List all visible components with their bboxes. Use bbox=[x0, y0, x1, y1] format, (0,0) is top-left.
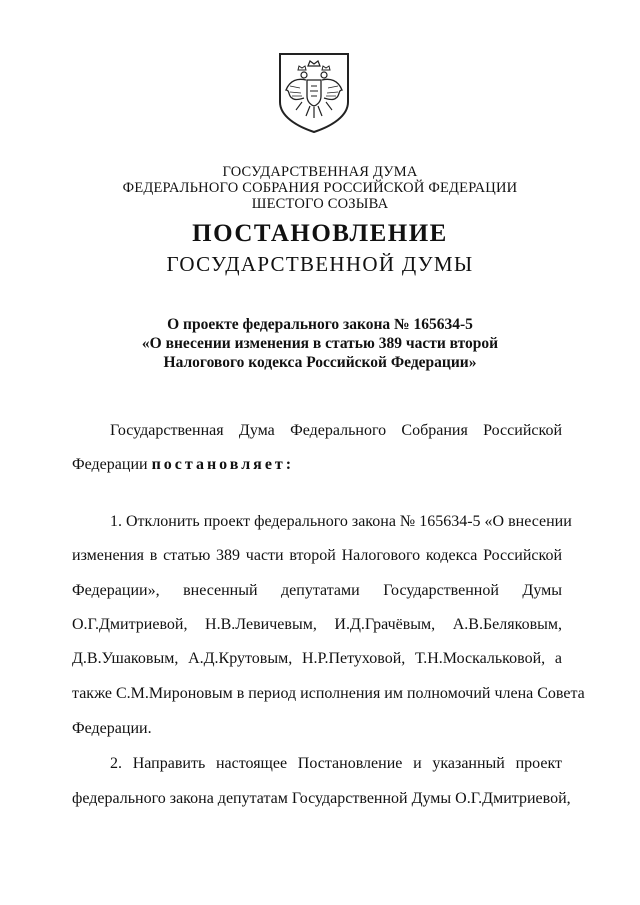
paragraph-2-line-2: федерального закона депутатам Государственной Думы О.Г.Дмитриевой, bbox=[72, 790, 571, 807]
coat-of-arms-icon bbox=[276, 50, 352, 134]
paragraph-1-line-6: также С.М.Мироновым в период исполнения им полномочий члена Совета bbox=[72, 685, 585, 702]
assembly-name: ФЕДЕРАЛЬНОГО СОБРАНИЯ РОССИЙСКОЙ ФЕДЕРАЦИИ bbox=[122, 180, 518, 196]
paragraph-1-line-3: Федерации», внесенный депутатами Государственной Думы bbox=[72, 582, 562, 599]
paragraph-1-line-4: О.Г.Дмитриевой, Н.В.Левичевым, И.Д.Грачёвым, А.В.Беляковым, bbox=[72, 616, 562, 633]
convocation: ШЕСТОГО СОЗЫВА bbox=[251, 196, 389, 212]
paragraph-1-line-2: изменения в статью 389 части второй Налогового кодекса Российской bbox=[72, 547, 562, 564]
paragraph-1-line-5: Д.В.Ушаковым, А.Д.Крутовым, Н.Р.Петуховой, Т.Н.Москальковой, а bbox=[72, 650, 562, 667]
intro-line-2 bbox=[72, 456, 562, 474]
subject-line-3: Налогового кодекса Российской Федерации» bbox=[163, 354, 477, 371]
intro-line-2-start: Федерации bbox=[72, 456, 152, 473]
resolves-word: постановляет: bbox=[151, 456, 295, 473]
document-type-title: ПОСТАНОВЛЕНИЕ bbox=[192, 220, 448, 247]
paragraph-1-line-7: Федерации. bbox=[72, 720, 152, 737]
paragraph-1-line-1: 1. Отклонить проект федерального закона № 165634-5 «О внесении bbox=[110, 513, 572, 530]
issuing-body-title: ГОСУДАРСТВЕННОЙ ДУМЫ bbox=[166, 252, 474, 276]
subject-line-2: «О внесении изменения в статью 389 части второй bbox=[141, 335, 499, 352]
chamber-name: ГОСУДАРСТВЕННАЯ ДУМА bbox=[222, 164, 418, 180]
subject-line-1: О проекте федерального закона № 165634-5 bbox=[167, 316, 473, 333]
intro-line-1: Государственная Дума Федерального Собрания Российской bbox=[110, 422, 562, 439]
paragraph-2-line-1: 2. Направить настоящее Постановление и указанный проект bbox=[110, 755, 562, 772]
